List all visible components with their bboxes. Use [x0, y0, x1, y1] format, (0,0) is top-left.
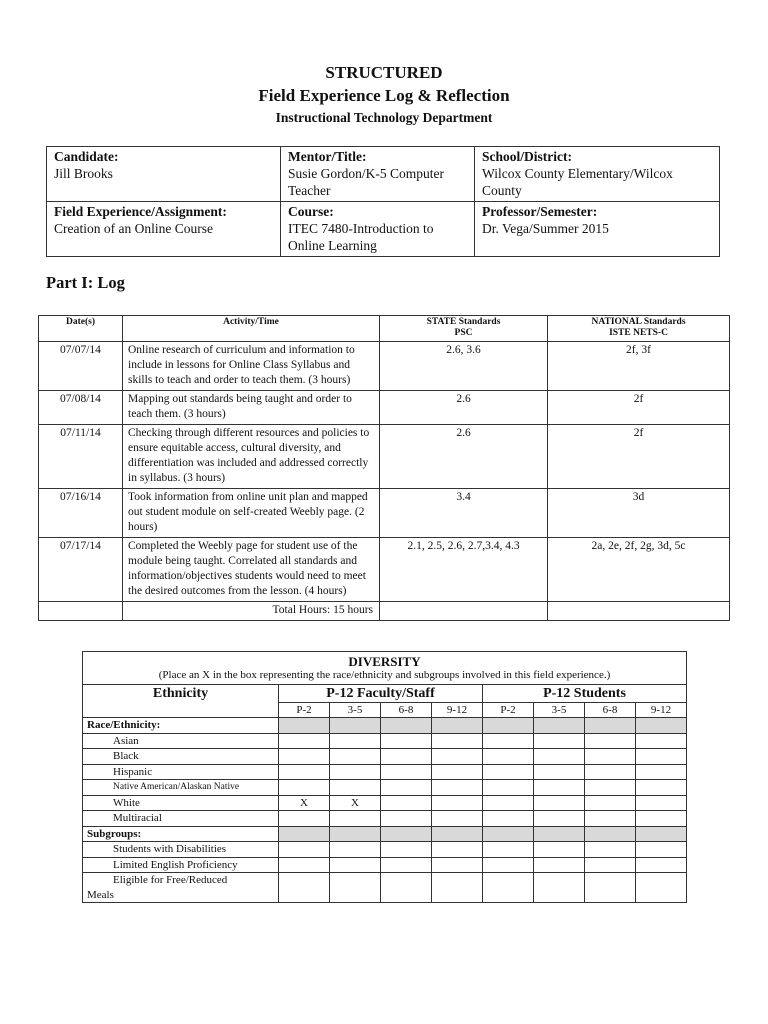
diversity-mark-cell [432, 811, 483, 827]
diversity-mark-cell [585, 749, 636, 765]
diversity-mark-cell [279, 780, 330, 796]
diversity-row-label [83, 795, 279, 811]
diversity-mark-cell [534, 749, 585, 765]
table-row [39, 489, 730, 538]
diversity-mark-cell [432, 780, 483, 796]
diversity-row-label [83, 733, 279, 749]
log-national: 2f [548, 425, 730, 489]
document-header [0, 62, 768, 128]
diversity-table [82, 651, 687, 903]
grade-col-header: P-2 [279, 702, 330, 718]
subgroups-section-label: Subgroups: [83, 826, 279, 842]
log-national: 2f [548, 391, 730, 425]
diversity-mark-cell [381, 780, 432, 796]
diversity-mark-cell [279, 873, 330, 903]
row-label-text: Multiracial [113, 812, 162, 824]
diversity-mark-cell [432, 857, 483, 873]
diversity-mark-cell [534, 873, 585, 903]
candidate-cell [47, 147, 281, 202]
diversity-mark-cell [279, 733, 330, 749]
diversity-mark-cell [381, 733, 432, 749]
diversity-mark-cell [330, 857, 381, 873]
grade-col-header: 6-8 [381, 702, 432, 718]
diversity-mark-cell [636, 749, 687, 765]
diversity-mark-cell [636, 873, 687, 903]
log-total-empty [39, 602, 123, 621]
assignment-value: Creation of an Online Course [54, 221, 213, 236]
diversity-mark-cell [534, 795, 585, 811]
diversity-row-label [83, 749, 279, 765]
doc-title: Field Experience Log & Reflection [258, 86, 510, 105]
log-state: 2.1, 2.5, 2.6, 2.7,3.4, 4.3 [380, 538, 548, 602]
professor-cell [475, 202, 720, 257]
table-row [83, 873, 687, 903]
diversity-mark-cell [381, 811, 432, 827]
diversity-mark-cell [636, 842, 687, 858]
diversity-title: DIVERSITY [83, 652, 687, 670]
diversity-mark-cell [279, 811, 330, 827]
table-row [83, 733, 687, 749]
professor-label: Professor/Semester: [482, 204, 598, 219]
header-national-line1: NATIONAL Standards [591, 317, 686, 327]
header-state-standards [380, 316, 548, 342]
log-total-empty [548, 602, 730, 621]
row-label-text: Black [113, 750, 139, 762]
log-table [38, 315, 730, 621]
diversity-mark-cell [636, 780, 687, 796]
grade-col-header: 3-5 [534, 702, 585, 718]
row-label-text: Limited English Proficiency [113, 858, 238, 871]
diversity-mark-cell [279, 857, 330, 873]
row-label-text: White [113, 796, 140, 809]
diversity-mark-cell [483, 873, 534, 903]
row-label-text: Hispanic [113, 765, 153, 778]
mentor-value: Susie Gordon/K-5 Computer Teacher [288, 166, 444, 198]
grade-col-header: 3-5 [330, 702, 381, 718]
log-date: 07/11/14 [39, 425, 123, 489]
candidate-value: Jill Brooks [54, 166, 113, 181]
log-total-row [39, 602, 730, 621]
diversity-row-label [83, 857, 279, 873]
log-activity: Mapping out standards being taught and order to teach them. (3 hours) [123, 391, 380, 425]
table-row [83, 811, 687, 827]
grade-col-header: P-2 [483, 702, 534, 718]
race-section-label: Race/Ethnicity: [83, 718, 279, 734]
school-value: Wilcox County Elementary/Wilcox County [482, 166, 673, 198]
diversity-mark-cell [585, 811, 636, 827]
row-label-text-continued: Meals [87, 888, 114, 901]
row-label-text: Asian [113, 734, 139, 747]
diversity-mark-cell [432, 733, 483, 749]
diversity-mark-cell [330, 764, 381, 780]
header-state-line1: STATE Standards [426, 317, 501, 327]
diversity-mark-cell [483, 857, 534, 873]
diversity-mark-cell [636, 764, 687, 780]
diversity-mark-cell [279, 749, 330, 765]
row-label-text: Eligible for Free/Reduced [113, 874, 228, 886]
doc-title-structured: STRUCTURED [325, 63, 443, 82]
diversity-mark-cell [432, 749, 483, 765]
diversity-mark-cell [432, 842, 483, 858]
log-activity: Took information from online unit plan and mapped out student module on self-created Weebly page. (2 hours) [123, 489, 380, 538]
log-total-hours: Total Hours: 15 hours [123, 602, 380, 621]
diversity-mark-cell [330, 842, 381, 858]
table-row [83, 749, 687, 765]
diversity-row-label [83, 873, 279, 903]
row-label-text: Students with Disabilities [113, 843, 227, 855]
diversity-mark-cell [585, 733, 636, 749]
log-activity: Online research of curriculum and information to include in lessons for Online Class Syllabus and skills to teach and order to teach them. (3 hours) [123, 342, 380, 391]
log-state: 3.4 [380, 489, 548, 538]
faculty-staff-header: P-12 Faculty/Staff [279, 684, 483, 702]
assignment-cell [47, 202, 281, 257]
part1-heading: Part I: Log [46, 273, 125, 292]
diversity-mark-cell [330, 873, 381, 903]
school-label: School/District: [482, 149, 572, 164]
diversity-mark-cell [330, 749, 381, 765]
race-section-row [83, 718, 687, 734]
race-rows [83, 733, 687, 826]
log-national: 2f, 3f [548, 342, 730, 391]
log-state: 2.6, 3.6 [380, 342, 548, 391]
log-date: 07/07/14 [39, 342, 123, 391]
table-row [39, 342, 730, 391]
header-national-standards [548, 316, 730, 342]
log-total-empty [380, 602, 548, 621]
professor-value: Dr. Vega/Summer 2015 [482, 221, 609, 236]
diversity-mark-cell [381, 749, 432, 765]
diversity-mark-cell [279, 764, 330, 780]
diversity-mark-cell [585, 873, 636, 903]
course-label: Course: [288, 204, 334, 219]
info-table [46, 146, 720, 257]
grade-col-header: 6-8 [585, 702, 636, 718]
diversity-row-label [83, 764, 279, 780]
log-state: 2.6 [380, 425, 548, 489]
diversity-mark-cell [381, 842, 432, 858]
diversity-mark-cell [381, 764, 432, 780]
diversity-mark-cell [483, 795, 534, 811]
diversity-row-label [83, 842, 279, 858]
diversity-row-label [83, 811, 279, 827]
diversity-mark-cell [534, 780, 585, 796]
log-state: 2.6 [380, 391, 548, 425]
course-cell [281, 202, 475, 257]
subgroups-section-row [83, 826, 687, 842]
diversity-mark-cell [330, 780, 381, 796]
diversity-mark-cell [585, 842, 636, 858]
table-row [39, 538, 730, 602]
diversity-mark-cell [585, 780, 636, 796]
table-row [83, 857, 687, 873]
log-activity: Checking through different resources and policies to ensure equitable access, cultural diversity, and differentiation was included and addressed correctly in syllabus. (3 hours) [123, 425, 380, 489]
table-row [83, 795, 687, 811]
diversity-mark-cell [483, 749, 534, 765]
mentor-cell [281, 147, 475, 202]
header-state-line2: PSC [454, 328, 473, 338]
department-name: Instructional Technology Department [275, 110, 493, 125]
ethnicity-header: Ethnicity [83, 684, 279, 718]
diversity-mark-cell [483, 764, 534, 780]
log-header-row [39, 316, 730, 342]
diversity-mark-cell [483, 811, 534, 827]
log-date: 07/17/14 [39, 538, 123, 602]
diversity-mark-cell [330, 733, 381, 749]
diversity-mark-cell [432, 873, 483, 903]
diversity-mark-cell [432, 764, 483, 780]
diversity-mark-cell [636, 795, 687, 811]
log-national: 3d [548, 489, 730, 538]
diversity-mark-cell [585, 857, 636, 873]
diversity-mark-cell [483, 780, 534, 796]
diversity-mark-cell [381, 857, 432, 873]
diversity-mark-cell [636, 811, 687, 827]
table-row [83, 842, 687, 858]
row-label-text: Native American/Alaskan Native [113, 782, 240, 792]
diversity-mark-cell [279, 842, 330, 858]
log-activity: Completed the Weebly page for student use of the module being taught. Correlated all standards and information/objectives students would need to meet the desired outcomes from the lesson. (4 hours) [123, 538, 380, 602]
table-row [83, 764, 687, 780]
diversity-mark-cell [636, 733, 687, 749]
log-date: 07/16/14 [39, 489, 123, 538]
diversity-mark-cell [534, 857, 585, 873]
diversity-mark-cell [483, 733, 534, 749]
candidate-label: Candidate: [54, 149, 119, 164]
diversity-mark-cell [381, 873, 432, 903]
grade-col-header: 9-12 [432, 702, 483, 718]
diversity-mark-cell: X [279, 795, 330, 811]
subgroup-rows [83, 842, 687, 903]
school-cell [475, 147, 720, 202]
header-activity: Activity/Time [123, 316, 380, 342]
header-national-line2: ISTE NETS-C [609, 328, 668, 338]
diversity-mark-cell [585, 764, 636, 780]
diversity-mark-cell [432, 795, 483, 811]
diversity-mark-cell [330, 811, 381, 827]
mentor-label: Mentor/Title: [288, 149, 367, 164]
table-row [39, 425, 730, 489]
diversity-mark-cell [585, 795, 636, 811]
diversity-mark-cell [381, 795, 432, 811]
grade-col-header: 9-12 [636, 702, 687, 718]
diversity-instructions: (Place an X in the box representing the race/ethnicity and subgroups involved in this field experience.) [83, 669, 687, 684]
header-date: Date(s) [39, 316, 123, 342]
diversity-mark-cell [534, 733, 585, 749]
diversity-mark-cell [534, 842, 585, 858]
diversity-row-label [83, 780, 279, 796]
diversity-mark-cell [636, 857, 687, 873]
table-row [39, 391, 730, 425]
diversity-mark-cell [534, 811, 585, 827]
assignment-label: Field Experience/Assignment: [54, 204, 227, 219]
log-date: 07/08/14 [39, 391, 123, 425]
table-row [83, 780, 687, 796]
course-value: ITEC 7480-Introduction to Online Learning [288, 221, 434, 253]
diversity-mark-cell [534, 764, 585, 780]
diversity-mark-cell: X [330, 795, 381, 811]
students-header: P-12 Students [483, 684, 687, 702]
diversity-mark-cell [483, 842, 534, 858]
log-national: 2a, 2e, 2f, 2g, 3d, 5c [548, 538, 730, 602]
